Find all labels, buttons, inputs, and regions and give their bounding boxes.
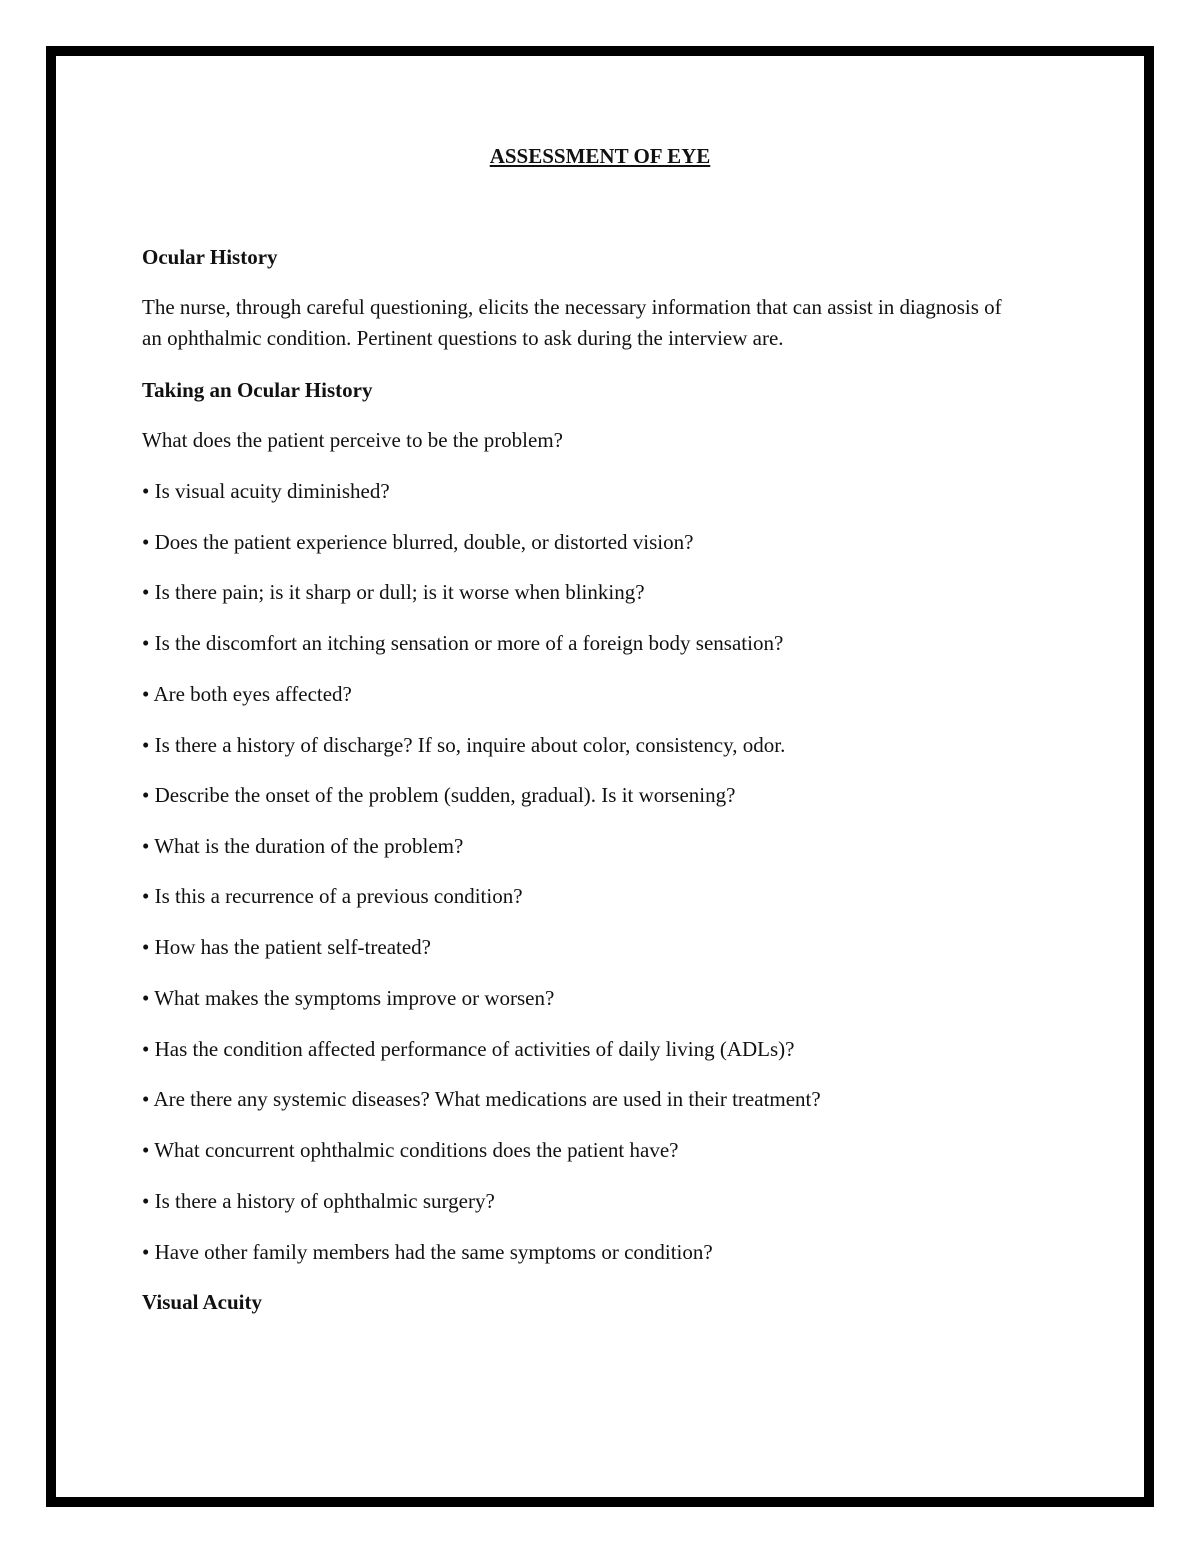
section-heading-visual-acuity: Visual Acuity	[142, 1290, 262, 1314]
list-item: • How has the patient self-treated?	[142, 935, 431, 959]
list-item: • Is there pain; is it sharp or dull; is it worse when blinking?	[142, 580, 645, 604]
lead-question: What does the patient perceive to be the problem?	[142, 428, 563, 452]
list-item: • What makes the symptoms improve or worsen?	[142, 986, 555, 1010]
list-item: • What concurrent ophthalmic conditions does the patient have?	[142, 1138, 679, 1162]
section-heading-taking-ocular-history: Taking an Ocular History	[142, 378, 373, 402]
list-item: • Describe the onset of the problem (sudden, gradual). Is it worsening?	[142, 783, 736, 807]
list-item: • What is the duration of the problem?	[142, 834, 464, 858]
list-item: • Are there any systemic diseases? What medications are used in their treatment?	[142, 1087, 821, 1111]
list-item: • Is there a history of ophthalmic surgery?	[142, 1189, 495, 1213]
section-heading-ocular-history: Ocular History	[142, 245, 278, 269]
list-item: • Have other family members had the same symptoms or condition?	[142, 1240, 713, 1264]
list-item: • Is there a history of discharge? If so, inquire about color, consistency, odor.	[142, 733, 786, 757]
list-item: • Has the condition affected performance of activities of daily living (ADLs)?	[142, 1037, 795, 1061]
list-item: • Is the discomfort an itching sensation or more of a foreign body sensation?	[142, 631, 784, 655]
document-title: ASSESSMENT OF EYE	[489, 144, 711, 168]
list-item: • Is this a recurrence of a previous condition?	[142, 884, 523, 908]
list-item: • Does the patient experience blurred, double, or distorted vision?	[142, 530, 694, 554]
list-item: • Is visual acuity diminished?	[142, 479, 390, 503]
list-item: • Are both eyes affected?	[142, 682, 352, 706]
intro-paragraph: The nurse, through careful questioning, elicits the necessary information that can assist in diagnosis of an ophthalmic condition. Pertinent questions to ask during the interview are.	[142, 295, 1002, 350]
